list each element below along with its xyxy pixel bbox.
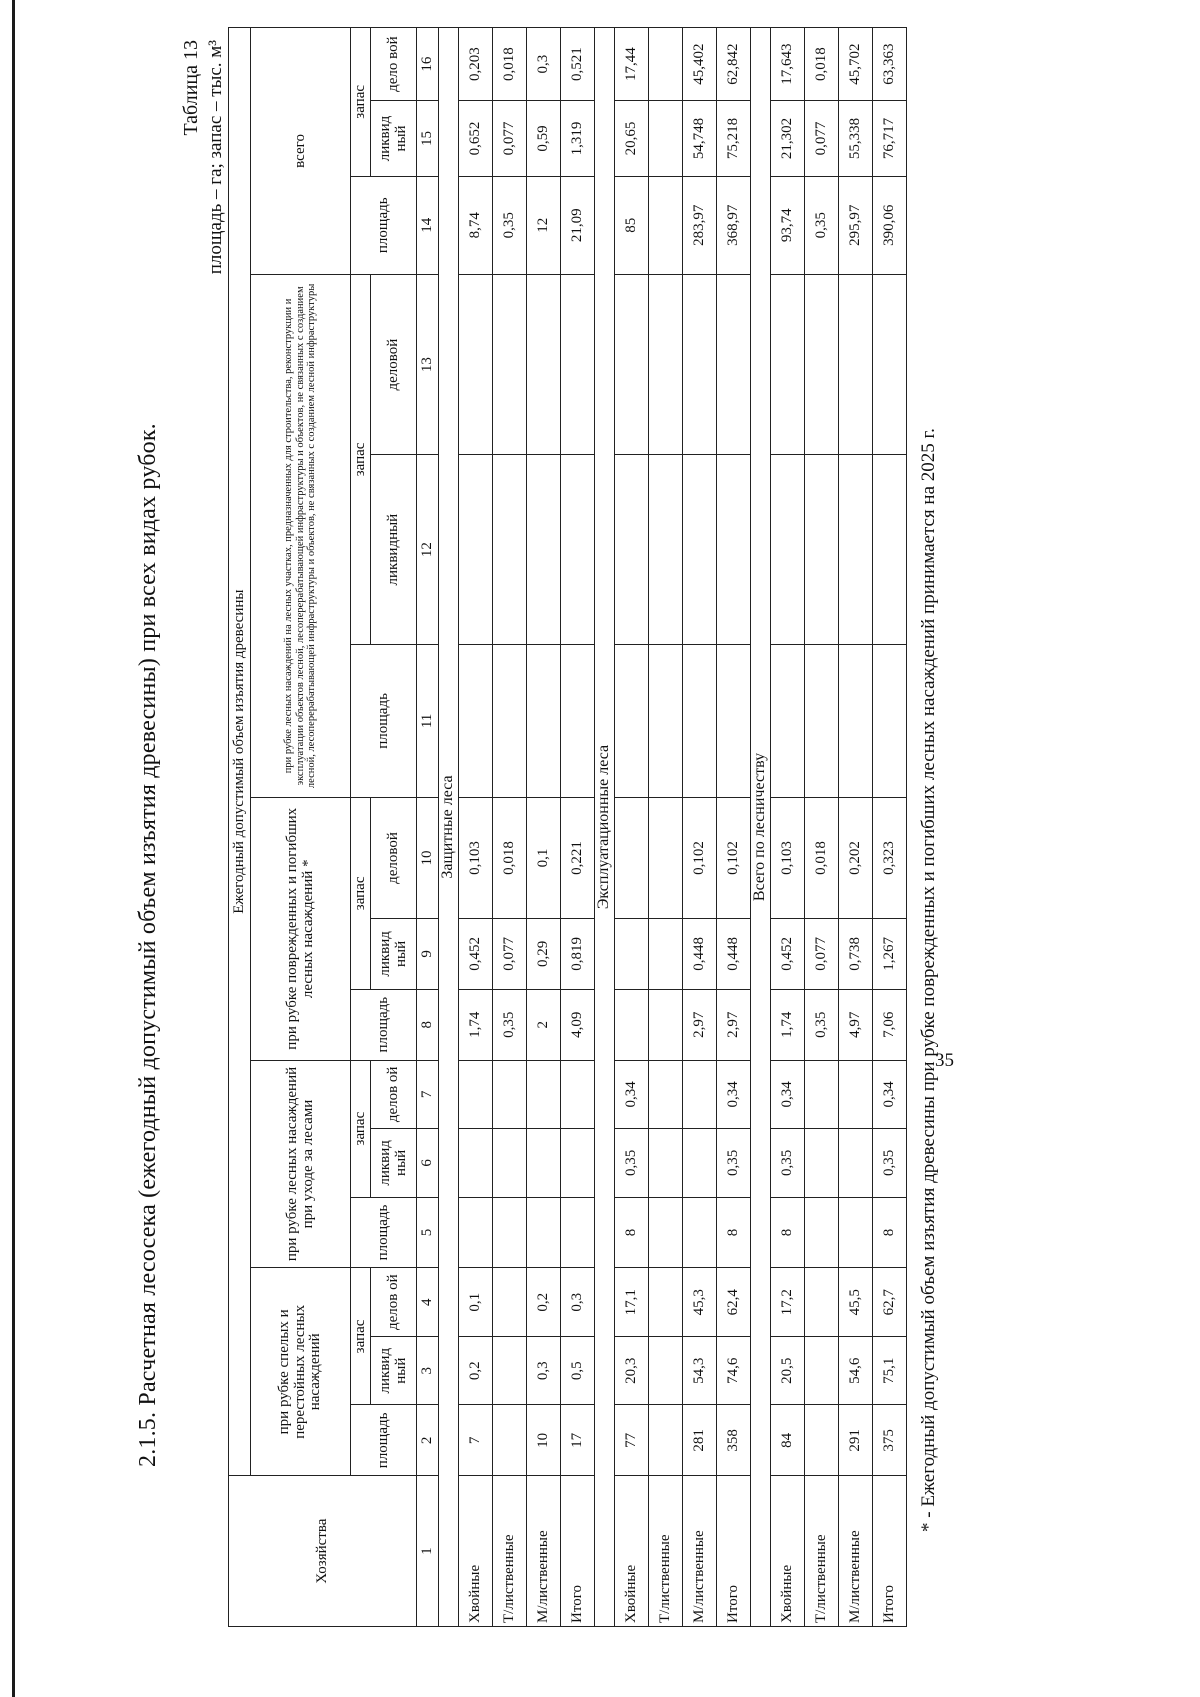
table-cell (459, 644, 493, 797)
section-row (595, 28, 615, 1627)
table-cell: 45,702 (839, 28, 873, 101)
table-cell: 0,35 (717, 1129, 751, 1198)
column-number: 6 (417, 1129, 439, 1198)
column-number: 12 (417, 455, 439, 645)
table-cell: 0,5 (561, 1336, 595, 1405)
page-number: 35 (935, 1050, 954, 1071)
table-cell: 74,6 (717, 1336, 751, 1405)
table-cell: 0,35 (615, 1129, 649, 1198)
table-cell: 0,102 (683, 797, 717, 918)
table-cell: 17 (561, 1405, 595, 1476)
row-label: Т/лиственные (649, 1476, 683, 1627)
table-cell (805, 644, 839, 797)
table-cell: 12 (527, 176, 561, 274)
table-cell (459, 1197, 493, 1268)
table-cell (459, 455, 493, 645)
table-cell (649, 455, 683, 645)
table-cell (527, 455, 561, 645)
table-cell: 55,338 (839, 101, 873, 176)
table-cell (873, 644, 907, 797)
table-cell: 10 (527, 1405, 561, 1476)
table-cell: 54,3 (683, 1336, 717, 1405)
table-cell (649, 176, 683, 274)
table-cell: 0,34 (771, 1060, 805, 1129)
table-cell: 0,1 (527, 797, 561, 918)
table-cell: 0,2 (459, 1336, 493, 1405)
table-cell (805, 1060, 839, 1129)
table-row (527, 28, 561, 1627)
row-label: Хвойные (459, 1476, 493, 1627)
header-area: площадь (351, 989, 417, 1060)
column-number: 4 (417, 1268, 439, 1337)
table-cell (805, 455, 839, 645)
row-label: Т/лиственные (493, 1476, 527, 1627)
table-cell: 0,521 (561, 28, 595, 101)
table-cell (649, 919, 683, 990)
table-cell: 1,74 (771, 989, 805, 1060)
table-cell: 8 (771, 1197, 805, 1268)
table-cell (839, 1060, 873, 1129)
column-number: 5 (417, 1197, 439, 1268)
table-cell: 62,4 (717, 1268, 751, 1337)
column-number: 13 (417, 274, 439, 454)
table-row (561, 28, 595, 1627)
table-cell (649, 1405, 683, 1476)
table-cell (493, 1336, 527, 1405)
table-cell (839, 1129, 873, 1198)
table-cell: 0,103 (771, 797, 805, 918)
table-cell (527, 1197, 561, 1268)
table-cell: 0,018 (805, 28, 839, 101)
table-cell: 0,34 (717, 1060, 751, 1129)
table-cell (873, 455, 907, 645)
table-cell (717, 274, 751, 454)
table-row (459, 28, 493, 1627)
table-cell: 45,3 (683, 1268, 717, 1337)
table-cell (717, 644, 751, 797)
column-number: 2 (417, 1405, 439, 1476)
table-cell: 62,7 (873, 1268, 907, 1337)
table-cell: 358 (717, 1405, 751, 1476)
header-stock: запас (351, 1060, 371, 1197)
section-row (439, 28, 459, 1627)
row-label: Т/лиственные (805, 1476, 839, 1627)
table-row (683, 28, 717, 1627)
table-cell: 0,35 (805, 176, 839, 274)
table-cell: 368,97 (717, 176, 751, 274)
table-cell (615, 455, 649, 645)
table-cell (615, 644, 649, 797)
table-cell: 8 (873, 1197, 907, 1268)
table-cell (615, 797, 649, 918)
table-cell (493, 1197, 527, 1268)
table-cell: 75,218 (717, 101, 751, 176)
table-cell (771, 274, 805, 454)
table-cell (615, 919, 649, 990)
table-cell: 0,738 (839, 919, 873, 990)
header-stock: запас (351, 274, 371, 644)
table-cell: 1,267 (873, 919, 907, 990)
table-cell: 76,717 (873, 101, 907, 176)
table-cell (459, 1060, 493, 1129)
table-cell: 0,018 (493, 28, 527, 101)
table-cell: 0,077 (805, 101, 839, 176)
table-cell: 0,103 (459, 797, 493, 918)
table-cell (649, 797, 683, 918)
header-group-mature: при рубке спелых и перестойных лесных насаждений (251, 1268, 351, 1476)
table-cell (493, 455, 527, 645)
table-cell (839, 1197, 873, 1268)
table-cell (683, 1197, 717, 1268)
table-cell: 2,97 (683, 989, 717, 1060)
column-number: 9 (417, 919, 439, 990)
table-cell: 93,74 (771, 176, 805, 274)
section-title: Защитные леса (439, 28, 459, 1627)
table-cell: 4,97 (839, 989, 873, 1060)
column-number: 10 (417, 797, 439, 918)
table-cell (805, 1197, 839, 1268)
table-cell (527, 1129, 561, 1198)
header-farms: Хозяйства (229, 1476, 417, 1627)
cutting-volume-table (228, 27, 907, 1627)
header-liquid: ликвид ный (371, 919, 417, 990)
table-number: Таблица 13 (180, 40, 202, 136)
table-row (839, 28, 873, 1627)
table-cell: 0,018 (805, 797, 839, 918)
table-cell: 2 (527, 989, 561, 1060)
table-cell: 21,09 (561, 176, 595, 274)
table-cell (683, 644, 717, 797)
table-cell (561, 644, 595, 797)
table-cell: 0,35 (493, 989, 527, 1060)
row-label: Хвойные (615, 1476, 649, 1627)
row-label: Итого (717, 1476, 751, 1627)
table-cell: 7,06 (873, 989, 907, 1060)
table-cell: 4,09 (561, 989, 595, 1060)
table-cell: 0,59 (527, 101, 561, 176)
header-group-care: при рубке лесных насаждений при уходе за лесами (251, 1060, 351, 1268)
table-cell: 20,65 (615, 101, 649, 176)
table-cell: 0,323 (873, 797, 907, 918)
table-cell: 0,1 (459, 1268, 493, 1337)
header-business: делов ой (371, 1268, 417, 1337)
table-cell: 0,448 (683, 919, 717, 990)
table-cell: 0,34 (615, 1060, 649, 1129)
header-group-total: всего (251, 28, 351, 275)
table-cell (839, 455, 873, 645)
header-liquid: ликвид ный (371, 101, 417, 176)
column-number: 3 (417, 1336, 439, 1405)
table-cell: 17,643 (771, 28, 805, 101)
row-label: Итого (561, 1476, 595, 1627)
header-business: деловой (371, 797, 417, 918)
table-cell: 0,3 (527, 1336, 561, 1405)
table-cell: 0,652 (459, 101, 493, 176)
page-title: 2.1.5. Расчетная лесосека (ежегодный допустимый объем изъятия древесины) при всех видах рубок. (135, 423, 161, 1467)
table-cell: 75,1 (873, 1336, 907, 1405)
table-cell: 0,077 (493, 919, 527, 990)
table-cell: 0,221 (561, 797, 595, 918)
table-cell: 0,452 (771, 919, 805, 990)
table-cell (493, 644, 527, 797)
table-cell (493, 274, 527, 454)
table-cell (771, 455, 805, 645)
table-cell: 45,402 (683, 28, 717, 101)
table-cell (649, 28, 683, 101)
column-number: 11 (417, 644, 439, 797)
table-cell: 84 (771, 1405, 805, 1476)
table-cell (493, 1268, 527, 1337)
table-cell: 291 (839, 1405, 873, 1476)
table-cell (649, 1268, 683, 1337)
section-title: Всего по лесничеству (751, 28, 771, 1627)
table-cell (527, 644, 561, 797)
row-label: М/лиственные (683, 1476, 717, 1627)
table-cell: 63,363 (873, 28, 907, 101)
table-cell: 8 (717, 1197, 751, 1268)
table-cell: 85 (615, 176, 649, 274)
column-number: 8 (417, 989, 439, 1060)
table-cell (493, 1060, 527, 1129)
header-stock: запас (351, 28, 371, 177)
column-number: 16 (417, 28, 439, 101)
header-group-damaged: при рубке поврежденных и погибших лесных насаждений * (251, 797, 351, 1060)
table-cell: 0,3 (527, 28, 561, 101)
table-cell (839, 644, 873, 797)
table-cell: 0,077 (805, 919, 839, 990)
table-cell (771, 644, 805, 797)
header-liquid: ликвид ный (371, 1129, 417, 1198)
table-cell: 62,842 (717, 28, 751, 101)
table-cell: 54,748 (683, 101, 717, 176)
table-cell (561, 1197, 595, 1268)
table-cell: 7 (459, 1405, 493, 1476)
table-cell: 17,44 (615, 28, 649, 101)
table-cell (561, 1129, 595, 1198)
table-cell: 375 (873, 1405, 907, 1476)
table-cell: 20,3 (615, 1336, 649, 1405)
table-cell: 0,202 (839, 797, 873, 918)
table-cell: 54,6 (839, 1336, 873, 1405)
footnote: * - Ежегодный допустимый объем изъятия древесины при рубке поврежденных и погибших лесных насаждений принимается на 2025 г. (918, 428, 939, 1532)
table-row (805, 28, 839, 1627)
table-cell: 0,2 (527, 1268, 561, 1337)
table-cell: 0,102 (717, 797, 751, 918)
table-cell (805, 274, 839, 454)
table-cell (873, 274, 907, 454)
header-stock: запас (351, 1268, 371, 1405)
table-cell (527, 1060, 561, 1129)
row-label: Хвойные (771, 1476, 805, 1627)
table-cell (649, 989, 683, 1060)
table-cell: 17,2 (771, 1268, 805, 1337)
table-row (493, 28, 527, 1627)
table-cell (649, 1060, 683, 1129)
table-cell: 17,1 (615, 1268, 649, 1337)
table-cell: 0,077 (493, 101, 527, 176)
table-cell: 0,819 (561, 919, 595, 990)
table-cell: 281 (683, 1405, 717, 1476)
table-cell: 8,74 (459, 176, 493, 274)
table-row (771, 28, 805, 1627)
table-cell (561, 455, 595, 645)
table-cell (805, 1268, 839, 1337)
header-business: делов ой (371, 1060, 417, 1129)
table-cell (839, 274, 873, 454)
table-cell: 0,452 (459, 919, 493, 990)
row-label: М/лиственные (527, 1476, 561, 1627)
table-row (717, 28, 751, 1627)
table-cell (649, 644, 683, 797)
table-cell: 1,74 (459, 989, 493, 1060)
table-cell (493, 1129, 527, 1198)
column-number: 14 (417, 176, 439, 274)
section-row (751, 28, 771, 1627)
table-cell: 390,06 (873, 176, 907, 274)
table-cell: 0,35 (873, 1129, 907, 1198)
table-cell (683, 274, 717, 454)
header-group-construction: при рубке лесных насаждений на лесных участках, предназначенных для строительства, реконструкции и эксплуатации объектов лесной, лесоперерабатывающей инфраструктуры и объектов, не связанных с созданием лесной, лесоперерабатывающей инфраструктуры и объектов, не связанных с созданием лесной инфраструктуры (251, 274, 351, 797)
table-cell (459, 1129, 493, 1198)
header-liquid: ликвидный (371, 455, 417, 645)
column-number: 7 (417, 1060, 439, 1129)
header-business: деловой (371, 274, 417, 454)
table-cell (805, 1129, 839, 1198)
table-cell: 8 (615, 1197, 649, 1268)
header-stock: запас (351, 797, 371, 989)
table-cell: 77 (615, 1405, 649, 1476)
table-row (649, 28, 683, 1627)
table-cell (649, 101, 683, 176)
table-cell (683, 1129, 717, 1198)
table-cell (493, 1405, 527, 1476)
table-cell: 0,018 (493, 797, 527, 918)
units-note: площадь – га; запас – тыс. м³ (205, 40, 226, 275)
table-cell: 2,97 (717, 989, 751, 1060)
table-cell (649, 274, 683, 454)
row-label: Итого (873, 1476, 907, 1627)
row-label: М/лиственные (839, 1476, 873, 1627)
table-cell (561, 274, 595, 454)
table-cell: 20,5 (771, 1336, 805, 1405)
column-number: 1 (417, 1476, 439, 1627)
header-area: площадь (351, 1405, 417, 1476)
table-cell (683, 1060, 717, 1129)
table-cell (615, 989, 649, 1060)
table-cell (683, 455, 717, 645)
table-cell: 21,302 (771, 101, 805, 176)
table-row (873, 28, 907, 1627)
header-business: дело вой (371, 28, 417, 101)
table-cell (615, 274, 649, 454)
header-liquid: ликвид ный (371, 1336, 417, 1405)
table-cell: 0,203 (459, 28, 493, 101)
table-cell: 0,29 (527, 919, 561, 990)
table-row (615, 28, 649, 1627)
header-area: площадь (351, 176, 417, 274)
column-number: 15 (417, 101, 439, 176)
table-cell: 0,35 (493, 176, 527, 274)
section-title: Эксплуатационные леса (595, 28, 615, 1627)
table-cell: 45,5 (839, 1268, 873, 1337)
table-cell (527, 274, 561, 454)
header-area: площадь (351, 644, 417, 797)
header-area: площадь (351, 1197, 417, 1268)
table-cell (717, 455, 751, 645)
table-cell: 0,35 (805, 989, 839, 1060)
table-cell (805, 1336, 839, 1405)
table-cell (805, 1405, 839, 1476)
table-cell (459, 274, 493, 454)
table-cell (649, 1129, 683, 1198)
header-annual: Ежегодный допустимый объем изъятия древесины (229, 28, 251, 1476)
table-cell: 0,34 (873, 1060, 907, 1129)
table-cell: 0,35 (771, 1129, 805, 1198)
table-cell (649, 1197, 683, 1268)
table-cell: 0,448 (717, 919, 751, 990)
table-cell: 0,3 (561, 1268, 595, 1337)
table-cell: 1,319 (561, 101, 595, 176)
table-cell: 295,97 (839, 176, 873, 274)
table-cell (561, 1060, 595, 1129)
table-cell: 283,97 (683, 176, 717, 274)
table-cell (649, 1336, 683, 1405)
